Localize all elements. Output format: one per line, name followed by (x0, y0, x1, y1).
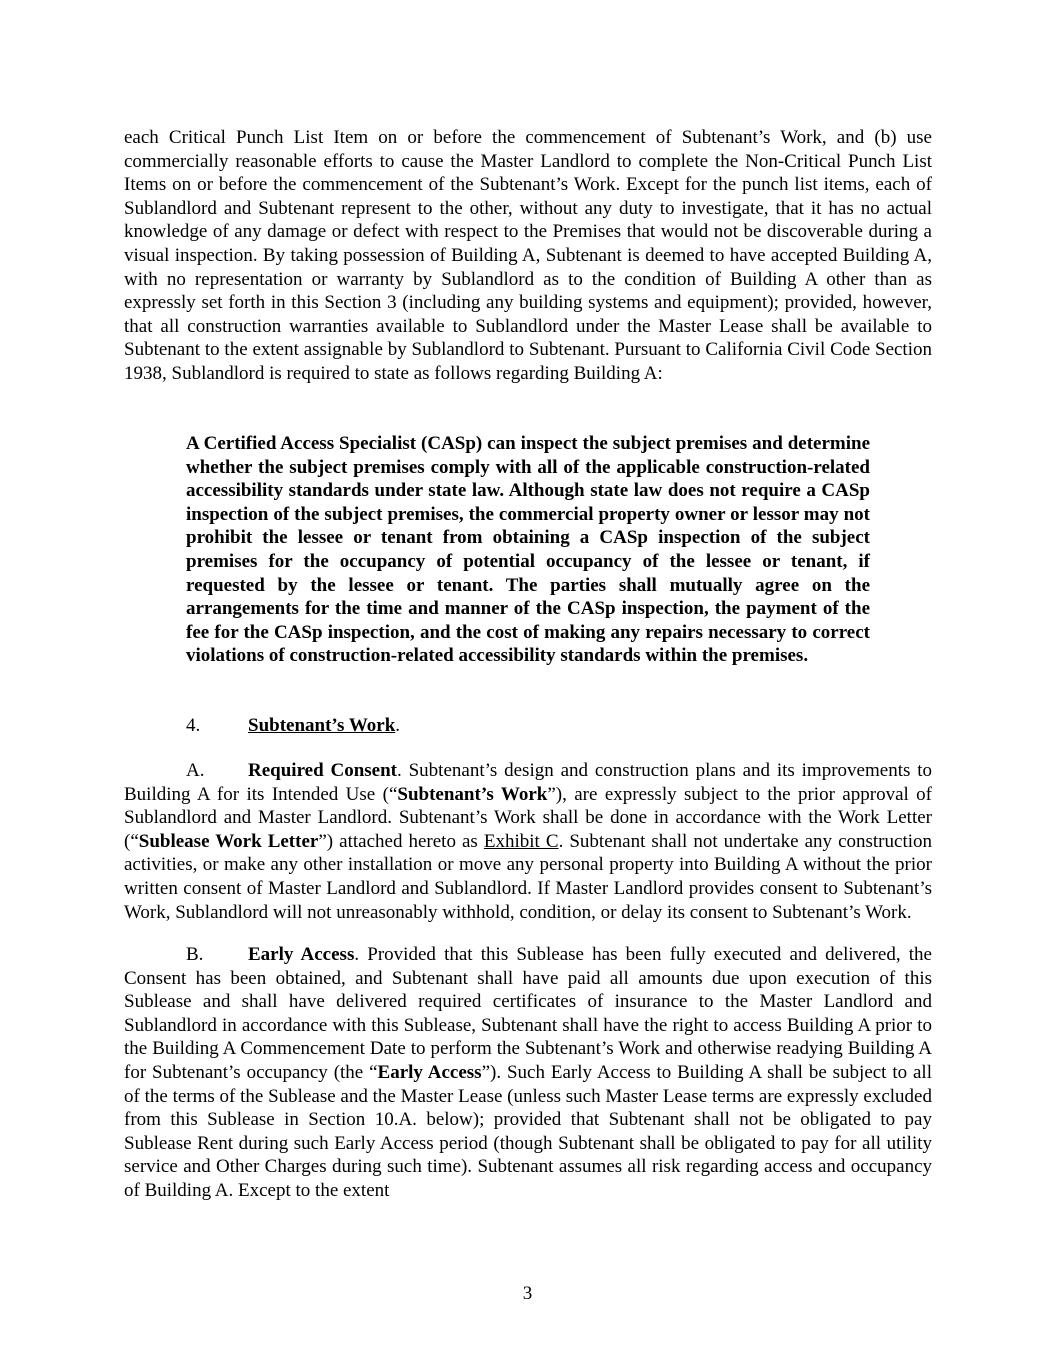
page-number: 3 (522, 1283, 533, 1304)
section-b-text: . Provided that this Sublease has been fully executed and delivered, the Consent has been obtained, and Subtenant shall have paid all amounts due upon execution of this Sublease and shall have delivered required certificates of insurance to the Master Landlord and Sublandlord in accordance with this Sublease, Subtenant shall have the right to access Building A prior to the Building A Commencement Date to perform the Subtenant’s Work and otherwise readying Building A for Subtenant’s occupancy (the “ (124, 944, 932, 1083)
section-b-paragraph (124, 943, 932, 1203)
section-a-text: ”), are expressly subject to the prior approval of Sublandlord and Master Landlord. Subtenant’s Work shall be done in accordance with the Work Letter (“ (124, 783, 932, 852)
section-4-heading (186, 714, 686, 738)
section-a-paragraph (124, 759, 932, 924)
section-4-period: . (395, 715, 401, 736)
section-a-heading: Required Consent (248, 760, 398, 781)
section-b-heading: Early Access (248, 944, 355, 965)
defined-term-early-access: Early Access (377, 1061, 482, 1083)
section-a-text: . Subtenant’s design and construction plans and its improvements to Building A for its Intended Use (“ (124, 760, 932, 805)
defined-term-sublease-work-letter: Sublease Work Letter (138, 830, 319, 852)
section-b-text: ”). Such Early Access to Building A shall be subject to all of the terms of the Sublease and the Master Lease (unless such Master Lease terms are expressly excluded from this Sublease in Section 10.A. below); provided that Subtenant shall not be obligated to pay Sublease Rent during such Early Access period (though Subtenant shall be obligated to pay for all utility service and Other Charges during such time). Subtenant assumes all risk regarding access and occupancy of Building A. Except to the extent (124, 1061, 932, 1201)
intro-paragraph: each Critical Punch List Item on or before the commencement of Subtenant’s Work, and (b) use commercially reasonable efforts to cause the Master Landlord to complete the Non-Critical Punch List Items on or before the commencement of the Subtenant’s Work. Except for the punch list items, each of Sublandlord and Subtenant represent to the other, without any duty to investigate, that it has no actual knowledge of any damage or defect with respect to the Premises that would not be discoverable during a visual inspection. By taking possession of Building A, Subtenant is deemed to have accepted Building A, with no representation or warranty by Sublandlord as to the condition of Building A other than as expressly set forth in this Section 3 (including any building systems and equipment); provided, however, that all construction warranties available to Sublandlord under the Master Lease shall be available to Subtenant to the extent assignable by Sublandlord to Subtenant. Pursuant to California Civil Code Section 1938, Sublandlord is required to state as follows regarding Building A: (124, 127, 932, 384)
section-a-text: ”) attached hereto as (318, 830, 484, 852)
exhibit-c-reference: Exhibit C (483, 830, 559, 852)
defined-term-subtenants-work: Subtenant’s Work (397, 783, 548, 805)
section-4-title: Subtenant’s Work (248, 715, 396, 736)
casp-disclosure-paragraph: A Certified Access Specialist (CASp) can inspect the subject premises and determine whether the subject premises comply with all of the applicable construction-related accessibility standards under state law. Although state law does not require a CASp inspection of the subject premises, the commercial property owner or lessor may not prohibit the lessee or tenant from obtaining a CASp inspection of the subject premises for the occupancy of potential occupancy of the lessee or tenant, if requested by the lessee or tenant. The parties shall mutually agree on the arrangements for the time and manner of the CASp inspection, the payment of the fee for the CASp inspection, and the cost of making any repairs necessary to correct violations of construction-related accessibility standards within the premises. (186, 433, 870, 667)
section-b-letter: B. (186, 944, 204, 965)
section-4-number: 4. (186, 715, 201, 736)
section-a-text: . Subtenant shall not undertake any construction activities, or make any other installation or move any personal property into Building A without the prior written consent of Master Landlord and Sublandlord. If Master Landlord provides consent to Subtenant’s Work, Sublandlord will not unreasonably withhold, condition, or delay its consent to Subtenant’s Work. (124, 830, 933, 923)
section-a-letter: A. (186, 760, 205, 781)
